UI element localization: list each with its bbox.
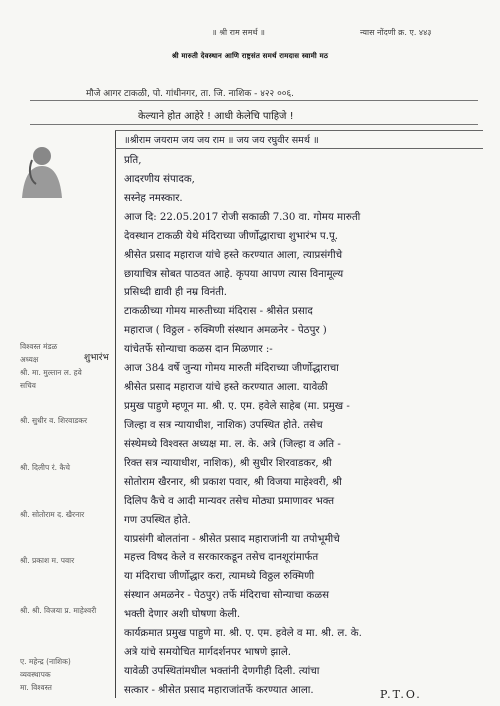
letter-line: आज 384 वर्षे जुन्या गोमय मारुती मंदिराच्या जीर्णोद्धाराचा — [124, 363, 339, 375]
trustee-role: ए. महेन्द्र (नाशिक) — [20, 657, 71, 666]
letter-line: जिल्हा व सत्र न्यायाधीश, नाशिक) उपस्थित होते. तसेच — [124, 419, 323, 431]
letterhead-slogan: केल्याने होत आहेरे ! आधी केलेचि पाहिजे ! — [138, 111, 294, 122]
letter-line: संस्थेमध्ये विश्वस्त अध्यक्ष मा. ल. के. अत्रे (जिल्हा व अति - — [124, 438, 341, 450]
letter-invocation-line — [115, 148, 483, 149]
pto-marker: P.T.O. — [380, 688, 422, 701]
letter-line: टाकळीच्या गोमय मारुतीच्या मंदिरास - श्रीसेत प्रसाद — [124, 306, 313, 318]
letter-line: रिक्त सत्र न्यायाधीश, नाशिक), श्री सुधीर शिरवाडकर, श्री — [124, 457, 332, 469]
registration-number: न्यास नोंदणी क्र. ए. ४४३ — [360, 28, 432, 37]
letter-line: या मंदिराचा जीर्णोद्धार करा, त्यामध्ये विठ्ठल रुक्मिणी — [124, 571, 315, 583]
letter-line: प्रमुख पाहुणे म्हणून मा. श्री. ए. एम. हवेले साहेब (मा. प्रमुख - — [124, 401, 350, 413]
page-title: श्री मारुती देवस्थान आणि राष्ट्रसंत समर्थ रामदास स्वामी मठ — [171, 52, 329, 60]
letter-line: यांचेतर्फे सोन्याचा कळस दान मिळणार :- — [124, 344, 273, 356]
header-divider — [30, 100, 478, 101]
trustee-name: श्री. दिलीप रं. कैचे — [20, 463, 70, 472]
letter-line: श्रीसेत प्रसाद महाराज यांचे हस्ते करण्यात आला. यावेळी — [124, 382, 328, 394]
letter-line: संस्थान अमळनेर - पेठपुर) तर्फे मंदिराचा सोन्याचा कळस — [124, 590, 329, 602]
letter-line: अत्रे यांचे समयोचित मार्गदर्शनपर भाषणे झाले. — [124, 647, 292, 659]
letter-line: आज दि: 22.05.2017 रोजी सकाळी 7.30 वा. गोमय मारुती — [124, 211, 361, 223]
letterhead-address: मौजे आगर टाकळी, पो. गांधीनगर, ता. जि. नाशिक - ४२२ ००६. — [86, 89, 294, 99]
trustee-role: अध्यक्ष — [20, 355, 39, 364]
letter-line: भक्ती देणार अशी घोषणा केली. — [124, 609, 241, 621]
letter-line: श्रीसेत प्रसाद महाराज यांचे हस्ते करण्यात आला, त्याप्रसंगीचे — [124, 249, 343, 261]
letter-top-line — [115, 130, 483, 131]
margin-note: शुभारंभ — [84, 353, 109, 363]
letter-line: छायाचित्र सोबत पाठवत आहे. कृपया आपण त्यास विनामूल्य — [124, 268, 344, 280]
letter-line: सस्नेह नमस्कार. — [124, 192, 183, 204]
letter-line: यावेळी उपस्थितांमधील भक्तांनी देणगीही दिली. त्यांचा — [124, 666, 320, 678]
letter-line: आदरणीय संपादक, — [124, 173, 195, 185]
trustee-name: श्री. सोतोराम द. खैरनार — [20, 510, 85, 519]
letter-line: सोतोराम खैरनार, श्री प्रकाश पवार, श्री विजया माहेश्वरी, श्री — [124, 476, 342, 488]
letter-line: महत्त्व विषद केले व सरकारकडून तसेच दानशूरांमार्फत — [124, 552, 319, 564]
letter-line: कार्यक्रमात प्रमुख पाहुणे मा. श्री. ए. एम. हवेले व मा. श्री. ल. के. — [124, 628, 362, 640]
trustee-role: सचिव — [20, 381, 36, 390]
trustee-name: श्री. श्री. विजया प्र. माहेश्वरी — [20, 606, 97, 615]
trustee-name: श्री. सुधीर व. शिरवाडकर — [20, 416, 88, 425]
trustee-heading: विश्वस्त मंडळ — [20, 342, 58, 351]
trustee-name: श्री. प्रकाश म. पवार — [20, 556, 75, 565]
saint-portrait-icon — [12, 140, 70, 200]
trustee-name: श्री. मा. मुल्तान ल. हवे — [20, 368, 82, 377]
letter-line: याप्रसंगी बोलतांना - श्रीसेत प्रसाद महाराजांनी या तपोभूमीचे — [124, 533, 340, 545]
trustee-role: व्यवस्थापक — [20, 670, 51, 679]
header-invocation: ॥ श्री राम समर्थ ॥ — [212, 28, 265, 37]
letter-line: देवस्थान टाकळी येथे मंदिराच्या जीर्णोद्धाराचा शुभारंभ प.पू. — [124, 230, 338, 242]
letter-line: ॥श्रीराम जयराम जय जय राम ॥ जय जय रघुवीर समर्थ ॥ — [124, 135, 319, 146]
letter-line: सत्कार - श्रीसेत प्रसाद महाराजांतर्फे करण्यात आला. — [124, 685, 314, 696]
letter-line: गण उपस्थित होते. — [124, 514, 191, 526]
letter-line: दिलिप कैचे व आदी मान्यवर तसेच मोठ्या प्रमाणावर भक्त — [124, 495, 335, 507]
slogan-divider — [30, 124, 478, 125]
letter-line: प्रसिध्दी द्यावी ही नम्र विनंती. — [124, 287, 227, 299]
letter-line: महाराज ( विठ्ठल - रुक्मिणी संस्थान अमळनेर - पेठपुर ) — [124, 325, 327, 337]
letter-line: प्रति, — [124, 154, 142, 166]
trustee-role: मा. विश्वस्त — [20, 683, 52, 692]
